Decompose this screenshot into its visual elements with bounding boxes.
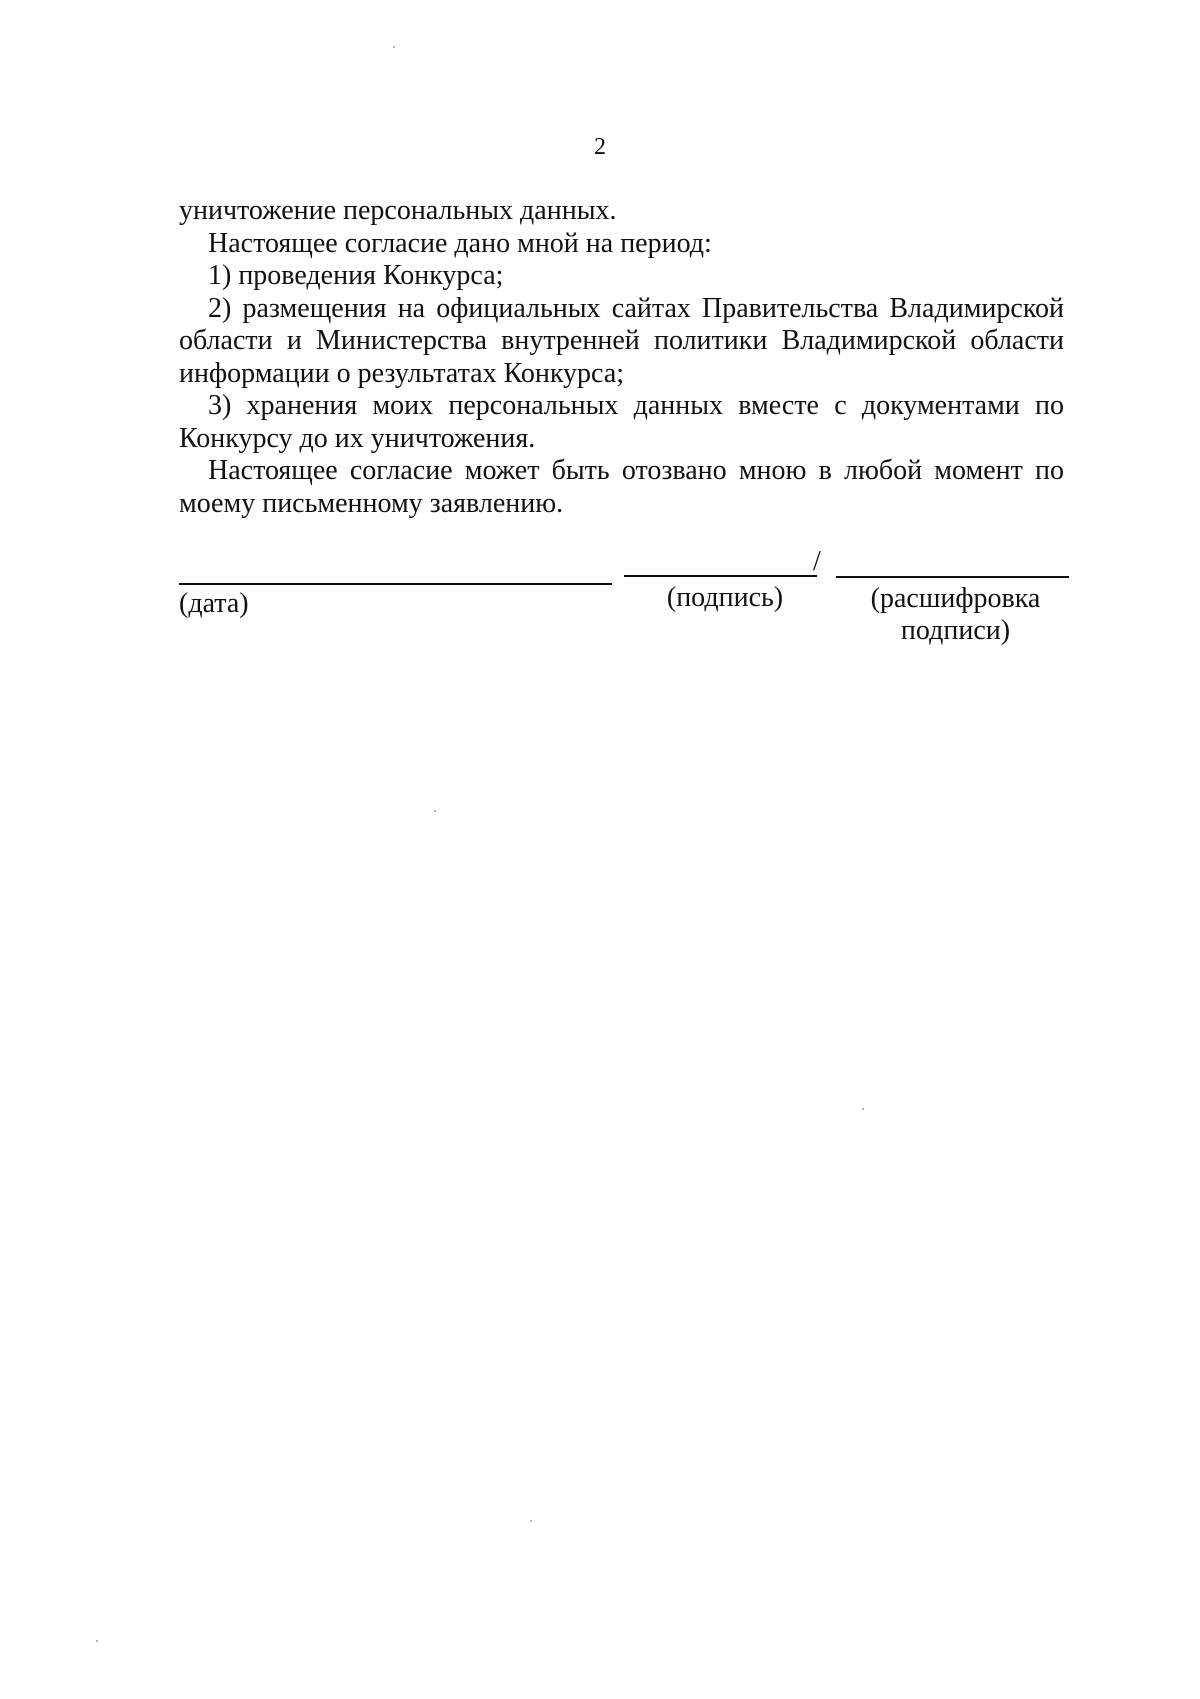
- page-number: 2: [594, 134, 606, 160]
- date-line: [179, 583, 612, 585]
- decoding-line: [836, 576, 1069, 578]
- scan-speck: [862, 1108, 864, 1110]
- paragraph-consent-period: Настоящее согласие дано мной на период:: [208, 227, 712, 259]
- decoding-caption: [848, 583, 1063, 647]
- date-caption: (дата): [179, 588, 249, 619]
- signature-separator: /: [813, 546, 821, 577]
- list-item-publication: 2) размещения на официальных сайтах Правительства Владимирской области и Министерства внутренней политики Владимирской области информации о результатах Конкурса;: [179, 292, 1064, 389]
- consent-text: [179, 195, 1064, 520]
- decoding-caption-line2: подписи): [900, 615, 1011, 646]
- signature-caption: (подпись): [666, 582, 784, 613]
- paragraph-destruction: уничтожение персональных данных.: [179, 195, 617, 226]
- list-item-contest: 1) проведения Конкурса;: [208, 260, 504, 291]
- decoding-caption-line1: (расшифровка: [870, 583, 1041, 614]
- list-item-storage: 3) хранения моих персональных данных вместе с документами по Конкурсу до их уничтожения.: [179, 390, 1064, 454]
- scan-speck: [96, 1640, 98, 1642]
- scan-speck: [434, 810, 436, 812]
- signature-line: [624, 575, 817, 577]
- scan-speck: [393, 46, 395, 48]
- paragraph-revocation: Настоящее согласие может быть отозвано мною в любой момент по моему письменному заявлению.: [179, 455, 1064, 519]
- scan-speck: [530, 1520, 532, 1522]
